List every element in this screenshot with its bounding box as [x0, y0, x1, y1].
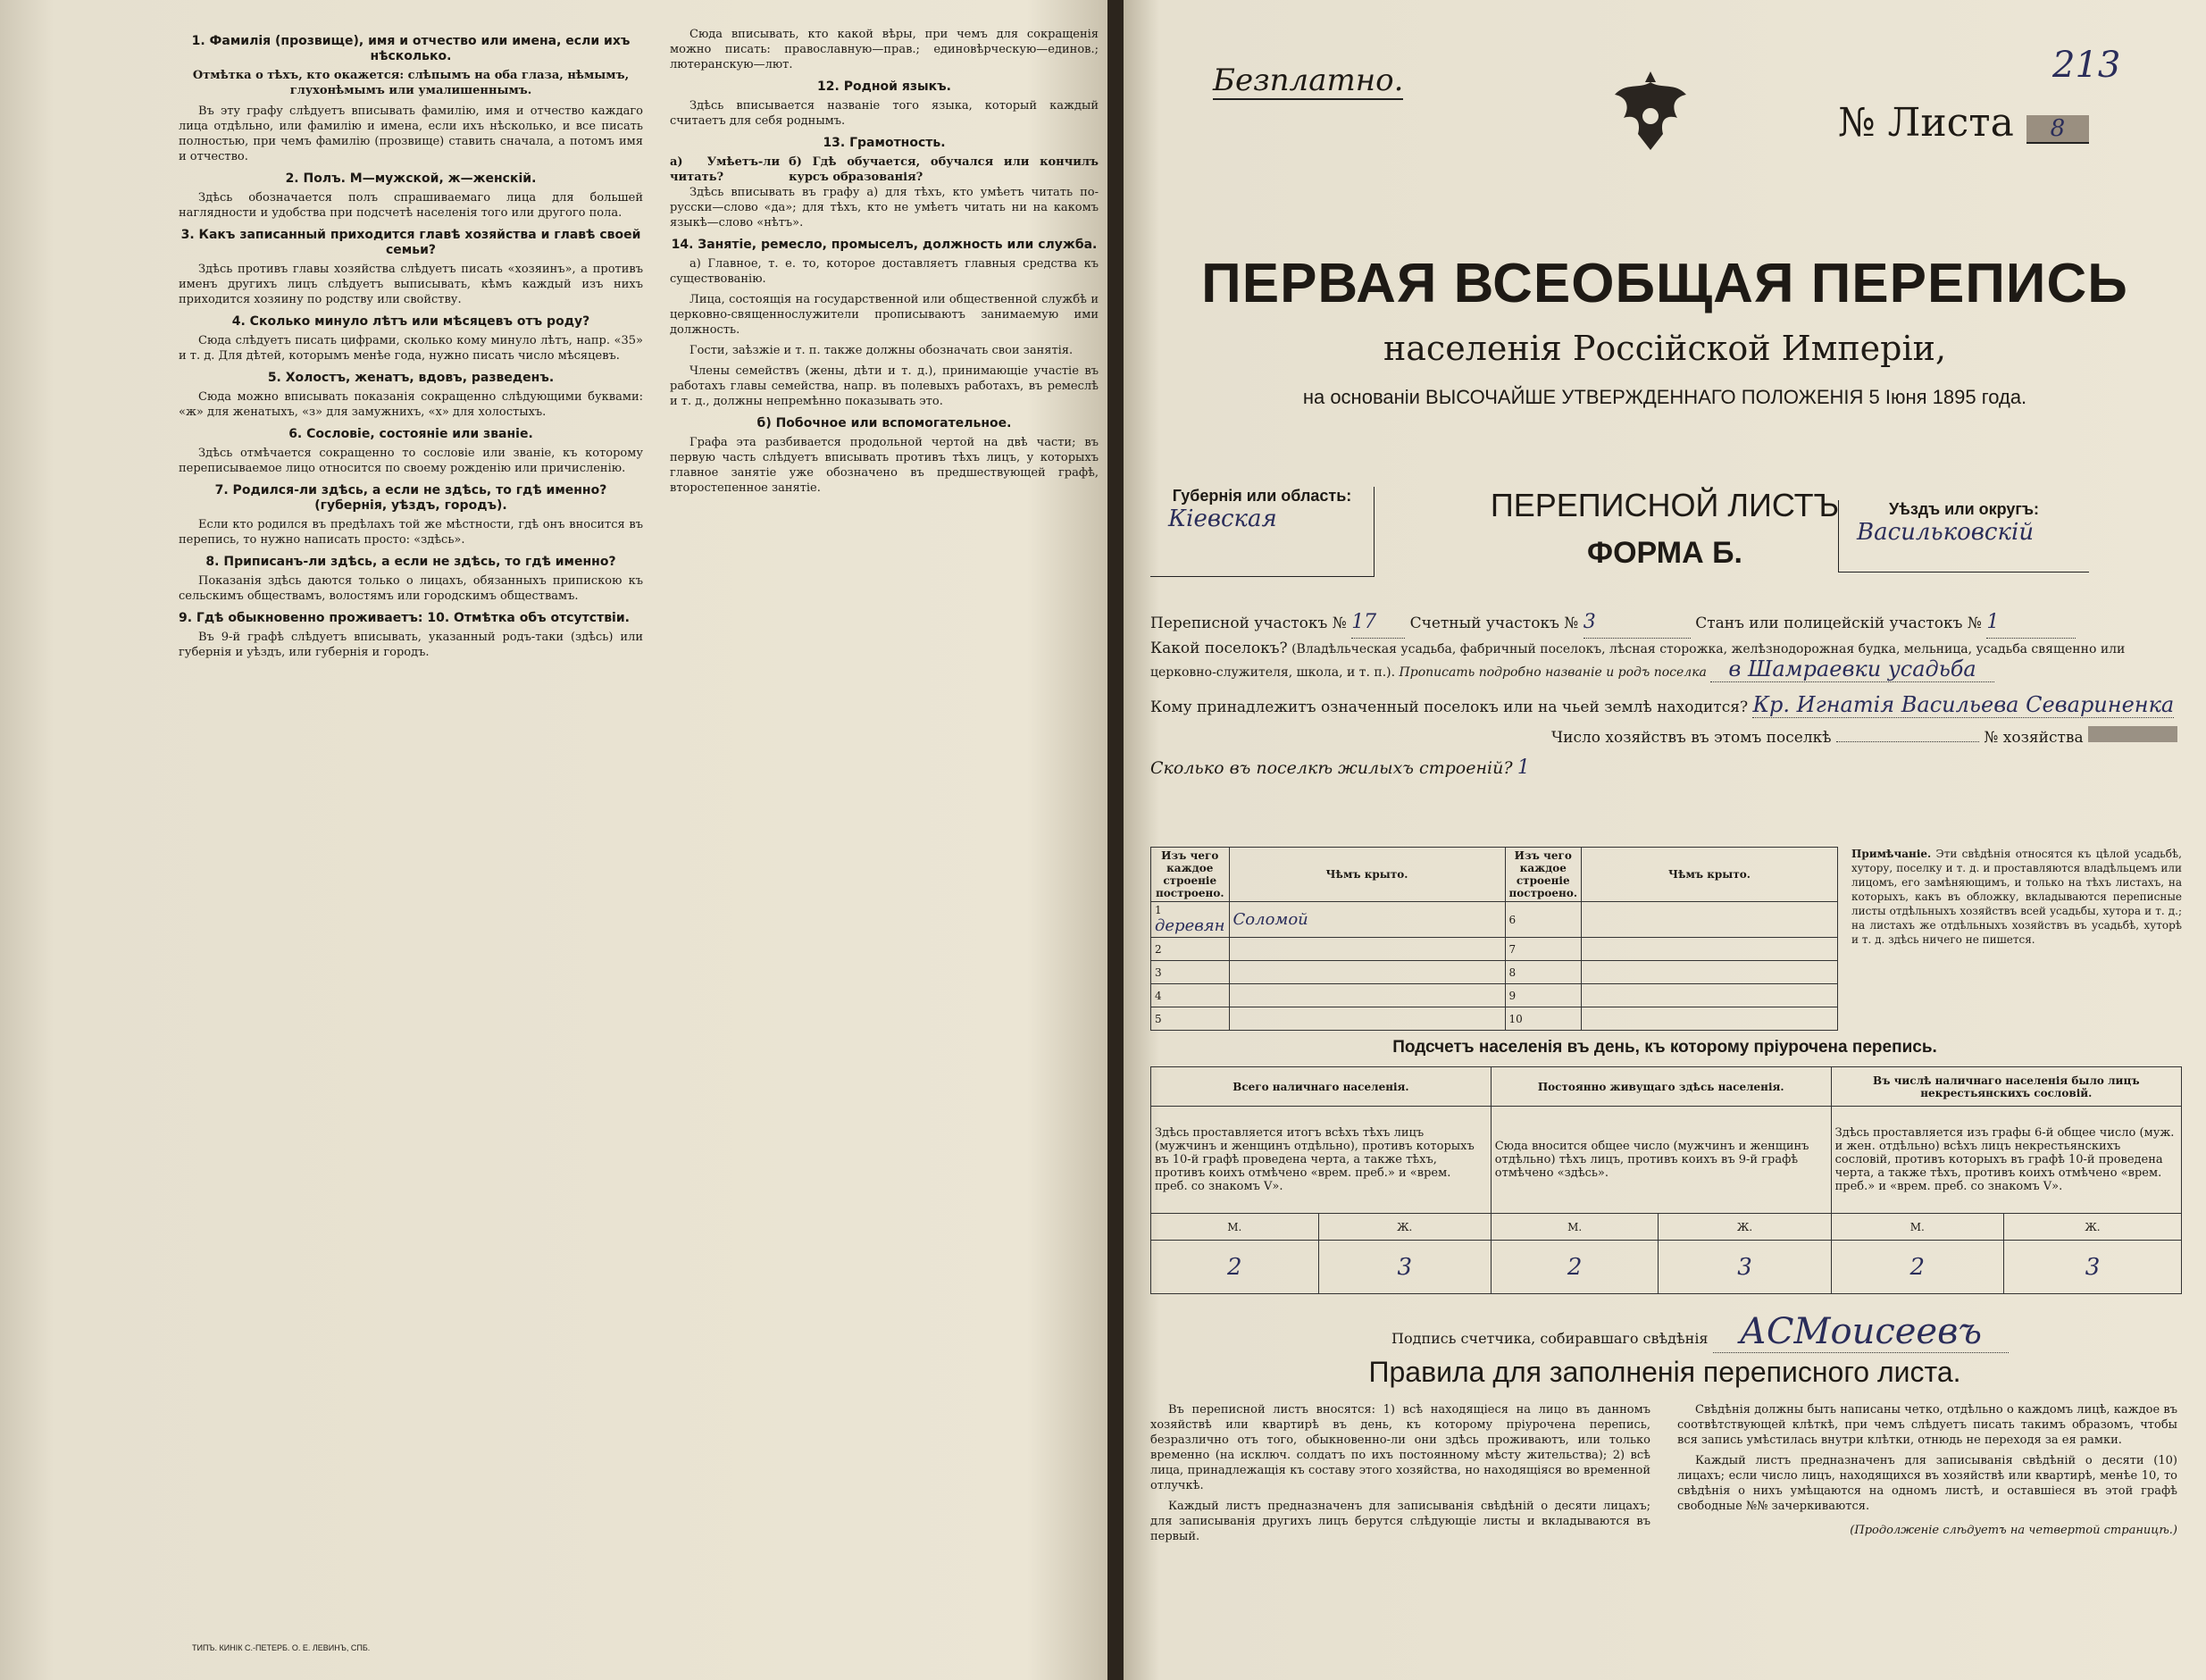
signature-line — [1391, 1311, 2009, 1352]
printer-footer: ТИПЪ. КИНІК С.-ПЕТЕРБ. О. Е. ЛЕВИНЪ, СПБ. — [192, 1643, 371, 1652]
sheet-label: № Листа — [1838, 100, 2014, 146]
book-spine — [1107, 0, 1124, 1680]
district-box — [1838, 500, 2089, 573]
building-header-material-2: Изъ чего каждое строеніе построено. — [1505, 848, 1582, 902]
rules-title: Правила для заполненія переписного листа. — [1368, 1356, 1961, 1388]
section-9-label: 9. Гдѣ обыкновенно проживаетъ: — [179, 611, 423, 625]
owner-line — [1150, 690, 2177, 723]
free-stamp: Безплатно. — [1213, 63, 1404, 98]
non-peasant-header: Въ числѣ наличнаго населенія было лицъ некрестьянскихъ сословій. — [1831, 1067, 2181, 1107]
province-value: Кiевская — [1168, 506, 1277, 532]
count-plot-label: Счетный участокъ № — [1409, 614, 1579, 632]
buildings-value: 1 — [1517, 756, 1530, 779]
settlement-hint-2: Прописать подробно названіе и родъ поселка — [1399, 665, 1707, 680]
total-female: 3 — [1318, 1241, 1491, 1294]
section-9-text: Въ 9-й графѣ слѣдуетъ вписывать, указанный родъ-таки (здѣсь) или губернія и уѣздъ, или губернія и городъ. — [179, 631, 643, 659]
resident-desc: Сюда вносится общее число (мужчинъ и женщинъ отдѣльно) тѣхъ лицъ, противъ коихъ въ 9-й графѣ отмѣчено «здѣсь». — [1491, 1107, 1831, 1214]
col-m: М. — [1831, 1214, 2003, 1241]
continued-note: (Продолженіе слѣдуетъ на четвертой страницѣ.) — [1850, 1524, 2177, 1537]
section-3-text: Здѣсь противъ главы хозяйства слѣдуетъ писать «хозяинъ», а противъ именъ другихъ лицъ слѣдуетъ выписывать, кѣмъ каждый изъ нихъ приходится хозяину по родству или свойству. — [179, 263, 643, 306]
resident-female: 3 — [1659, 1241, 1831, 1294]
section-1-text: Въ эту графу слѣдуетъ вписывать фамилію, имя и отчество каждаго лица отдѣльно, или фамилію и имена, если ихъ нѣсколько, и все писать полностью, при чемъ фамилію (прозвище) ставить сначала, а потомъ имя и отчество. — [179, 104, 643, 163]
resident-header: Постоянно живущаго здѣсь населенія. — [1491, 1067, 1831, 1107]
rules-left-1: Въ переписной листъ вносятся: 1) всѣ находящіеся на лицо въ данномъ хозяйствѣ или квартирѣ въ день, къ которому пріурочена перепись, безразлично отъ того, обыкновенно-ли они здѣсь проживаютъ, или только временно (на исключ. солдатъ по ихъ постоянному мѣсту жительства); 2) всѣ лица, принадлежащія къ составу этого хозяйства, но находящіяся во временной отлучкѣ. — [1150, 1403, 1650, 1492]
col-zh: Ж. — [1659, 1214, 1831, 1241]
section-6b-title: б) Побочное или вспомогательное. — [756, 416, 1012, 430]
rules-left-2: Каждый листъ предназначенъ для записыванія свѣдѣній о десяти лицахъ; для записыванія другихъ лицъ берутся слѣдующіе листы и вкладываются въ первый. — [1150, 1500, 1650, 1543]
rules-right-2: Каждый листъ предназначенъ для записыванія свѣдѣній о десяти (10) лицахъ; если число лицъ, находящихся въ хозяйствѣ или квартирѣ, менѣе 10, то свѣдѣнія о нихъ умѣщаются на одномъ листѣ, и оставшіеся въ этой графѣ свободные №№ зачеркиваются. — [1677, 1454, 2177, 1513]
district-value: Васильковскiй — [1857, 519, 2035, 546]
rules-left — [1150, 1402, 1650, 1544]
section-6b-text: Графа эта разбивается продольной чертой на двѣ части; въ первую часть слѣдуетъ вписывать противъ тѣхъ лицъ, у которыхъ главное занятіе уже обозначено въ предшествующей графѣ, второстепенное занятіе. — [670, 436, 1099, 495]
resident-male: 2 — [1491, 1241, 1659, 1294]
owner-label: Кому принадлежитъ означенный поселокъ или на чьей землѣ находится? — [1150, 698, 1749, 716]
sheet-value: 8 — [2026, 115, 2089, 144]
rules-right — [1677, 1402, 2177, 1538]
section-2-text: Здѣсь обозначается полъ спрашиваемаго лица для большей наглядности и удобства при подсчетѣ населенія того или другого пола. — [179, 191, 643, 220]
households-label: Число хозяйствъ въ этомъ поселкѣ — [1550, 729, 1832, 747]
settlement-hint: (Владѣльческая усадьба, фабричный поселокъ, лѣсная сторожка, желѣзнодорожная будка, мельница, усадьба священно или церковно-служителя, школа, и т. п.). — [1150, 642, 2126, 680]
buildings-line — [1150, 753, 2177, 784]
owner-value: Кр. Игнатiя Васильева Севариненка — [1752, 692, 2175, 717]
page-number: 213 — [2052, 45, 2121, 86]
section-14-title: 14. Занятіе, ремесло, промыселъ, должность или служба. — [671, 238, 1098, 252]
main-title: ПЕРВАЯ ВСЕОБЩАЯ ПЕРЕПИСЬ — [1201, 253, 2128, 314]
signature-label: Подпись счетчика, собиравшаго свѣдѣнія — [1391, 1330, 1709, 1347]
section-10-label: 10. Отмѣтка объ отсутствіи. — [427, 611, 630, 625]
section-13-text: Здѣсь вписывать въ графу а) для тѣхъ, кто умѣетъ читать по-русски—слово «да»; для тѣхъ, кто не умѣетъ читать ни на какомъ языкѣ—слово «нѣтъ». — [670, 186, 1099, 230]
col-m: М. — [1491, 1214, 1659, 1241]
section-8-title: 8. Приписанъ-ли здѣсь, а если не здѣсь, то гдѣ именно? — [205, 555, 616, 569]
section-6-title: 6. Сословіе, состояніе или званіе. — [288, 427, 533, 441]
sheet-number-field — [1838, 100, 2089, 146]
count-title: Подсчетъ населенія въ день, къ которому пріурочена перепись. — [1392, 1038, 1937, 1057]
row-num: 9 — [1505, 984, 1582, 1007]
section-4-text: Сюда слѣдуетъ писать цифрами, сколько кому минуло лѣтъ, напр. «35» и т. д. Для дѣтей, которымъ менѣе года, нужно писать число мѣсяцевъ. — [179, 334, 643, 363]
section-7-text: Если кто родился въ предѣлахъ той же мѣстности, гдѣ онъ вносится въ перепись, то нужно написать просто: «здѣсь». — [179, 518, 643, 547]
row1-roof: Соломой — [1229, 902, 1505, 938]
count-plot-value: 3 — [1583, 607, 1691, 639]
settlement-label: Какой поселокъ? — [1150, 639, 1288, 657]
subtitle: населенія Россійской Имперіи, — [1383, 329, 1947, 368]
buildings-label: Сколько въ поселкѣ жилыхъ строеній? — [1150, 758, 1513, 778]
basis-line: на основаніи ВЫСОЧАЙШЕ УТВЕРЖДЕННАГО ПОЛОЖЕНІЯ 5 Іюня 1895 года. — [1302, 386, 2027, 408]
non-peasant-female: 3 — [2003, 1241, 2181, 1294]
section-3-title: 3. Какъ записанный приходится главѣ хозяйства и главѣ своей семьи? — [180, 228, 641, 257]
census-plot-label: Переписной участокъ № — [1150, 614, 1347, 632]
section-9-title — [179, 611, 643, 626]
section-14-text-4: Члены семействъ (жены, дѣти и т. д.), принимающіе участіе въ работахъ главы семейства, напр. въ полевыхъ работахъ, въ ремеслѣ и т. д., должны непремѣнно показывать это. — [670, 364, 1099, 408]
census-plot-value: 17 — [1351, 607, 1405, 639]
total-desc: Здѣсь проставляется итогъ всѣхъ тѣхъ лицъ (мужчинъ и женщинъ отдѣльно), противъ которыхъ въ 10-й графѣ проведена черта, а также тѣхъ, противъ коихъ отмѣчено «врем. преб.» и «врем. преб. со знакомъ V». — [1151, 1107, 1492, 1214]
stan-label: Станъ или полицейскій участокъ № — [1695, 614, 1982, 632]
note-title: Примѣчаніе. — [1851, 848, 1932, 860]
plot-line — [1150, 607, 2177, 639]
row1-material: деревян — [1155, 916, 1225, 935]
stan-value: 1 — [1986, 607, 2076, 639]
province-label: Губернія или область: — [1172, 487, 1352, 505]
col-zh: Ж. — [1318, 1214, 1491, 1241]
section-7-title: 7. Родился-ли здѣсь, а если не здѣсь, то гдѣ именно? (губернія, уѣздъ, городъ). — [214, 483, 607, 513]
non-peasant-desc: Здѣсь проставляется изъ графы 6-й общее число (муж. и жен. отдѣльно) всѣхъ лицъ некрестьянскихъ сословій, противъ которыхъ въ графѣ 10-й проведена черта, а также тѣхъ, противъ коихъ отмѣчено «врем. преб.» и «врем. преб. со знакомъ V». — [1831, 1107, 2181, 1214]
section-1-note: Отмѣтка о тѣхъ, кто окажется: слѣпымъ на оба глаза, нѣмымъ, глухонѣмымъ или умалишеннымъ. — [192, 69, 630, 97]
row-num: 2 — [1151, 938, 1230, 961]
row-num: 5 — [1151, 1007, 1230, 1031]
population-table — [1150, 1066, 2182, 1294]
col-zh: Ж. — [2003, 1214, 2181, 1241]
section-13-title: 13. Грамотность. — [823, 136, 946, 150]
settlement-line — [1150, 639, 2177, 682]
form-subtitle: ФОРМА Б. — [1587, 536, 1742, 570]
household-no-label: № хозяйства — [1984, 729, 2084, 747]
rules-right-1: Свѣдѣнія должны быть написаны четко, отдѣльно о каждомъ лицѣ, каждое въ соотвѣтствующей клѣткѣ, при чемъ слѣдуетъ писать такимъ образомъ, чтобы вся запись умѣстилась внутри клѣтки, отнюдь не переходя за ея рамки. — [1677, 1403, 2177, 1447]
col-m: М. — [1151, 1214, 1319, 1241]
section-14-text-2: Лица, состоящія на государственной или общественной службѣ и церковно-священнослужители прописываютъ занимаемую ими должность. — [670, 293, 1099, 337]
row-num: 1 деревян — [1151, 902, 1230, 938]
total-header: Всего наличнаго населенія. — [1151, 1067, 1492, 1107]
section-5-text: Сюда можно вписывать показанія сокращенно слѣдующими буквами: «ж» для женатыхъ, «з» для замужнихъ, «х» для холостыхъ. — [179, 390, 643, 419]
row-num: 4 — [1151, 984, 1230, 1007]
note-text: Эти свѣдѣнія относятся къ цѣлой усадьбѣ, хутору, поселку и т. д. и проставляются владѣльцемъ или лицомъ, его замѣняющимъ, и только на тѣхъ листахъ, на которыхъ, какъ въ обложку, вкладываются переписные листы отдѣльныхъ хозяйствъ всей усадьбы, хутора и т. д.; на листахъ же отдѣльныхъ хозяйствъ въ усадьбѣ, хуторѣ и т. д. здѣсь ничего не пишется. — [1851, 848, 2182, 946]
row-num: 3 — [1151, 961, 1230, 984]
building-note — [1851, 847, 2182, 947]
households-line — [1150, 723, 2177, 753]
row-num: 6 — [1505, 902, 1582, 938]
imperial-eagle-icon — [1606, 64, 1695, 163]
literacy-b: б) Гдѣ обучается, обучался или кончилъ курсъ образованія? — [789, 155, 1099, 184]
section-8-text: Показанія здѣсь даются только о лицахъ, обязанныхъ припискою къ сельскимъ обществамъ, волостямъ или городскимъ обществамъ. — [179, 574, 643, 603]
section-11-text: Сюда вписывать, кто какой вѣры, при чемъ для сокращенія можно писать: православную—прав.; единовѣрческую—единов.; лютеранскую—лют. — [670, 28, 1099, 71]
building-header-roof-2: Чѣмъ крыто. — [1582, 848, 1838, 902]
buildings-table — [1150, 847, 1838, 1031]
section-1-title: 1. Фамилія (прозвище), имя и отчество или имена, если ихъ нѣсколько. — [191, 34, 631, 63]
section-12-title: 12. Родной языкъ. — [817, 79, 951, 94]
section-14-text: а) Главное, т. е. то, которое доставляетъ главныя средства къ существованію. — [670, 257, 1099, 286]
right-page — [1124, 0, 2206, 1680]
settlement-value: в Шамраевки усадьба — [1710, 656, 1993, 682]
section-2-title: 2. Полъ. М—мужской, ж—женскій. — [285, 171, 537, 186]
section-4-title: 4. Сколько минуло лѣтъ или мѣсяцевъ отъ роду? — [231, 314, 590, 329]
total-male: 2 — [1151, 1241, 1319, 1294]
left-column-1 — [179, 27, 643, 665]
row-num: 7 — [1505, 938, 1582, 961]
location-fields — [1150, 607, 2177, 784]
building-header-roof: Чѣмъ крыто. — [1229, 848, 1505, 902]
district-label: Уѣздъ или округъ: — [1888, 500, 2040, 518]
section-14-text-3: Гости, заѣзжіе и т. п. также должны обозначать свои занятія. — [689, 344, 1074, 357]
row-num: 8 — [1505, 961, 1582, 984]
section-6-text: Здѣсь отмѣчается сокращенно то сословіе или званіе, къ которому переписываемое лицо относится по своему рожденію или причисленію. — [179, 447, 643, 475]
section-12-text: Здѣсь вписывается названіе того языка, который каждый считаетъ для себя роднымъ. — [670, 99, 1099, 128]
section-5-title: 5. Холостъ, женатъ, вдовъ, разведенъ. — [267, 371, 555, 385]
left-column-2 — [670, 27, 1099, 501]
row-num: 10 — [1505, 1007, 1582, 1031]
building-header-material: Изъ чего каждое строеніе построено. — [1151, 848, 1230, 902]
literacy-a: а) Умѣетъ-ли читать? — [670, 155, 781, 184]
form-title: ПЕРЕПИСНОЙ ЛИСТЪ — [1490, 487, 1840, 523]
non-peasant-male: 2 — [1831, 1241, 2003, 1294]
literacy-subheads — [670, 155, 1099, 185]
signature-value: АСМоисеевъ — [1713, 1311, 2009, 1353]
